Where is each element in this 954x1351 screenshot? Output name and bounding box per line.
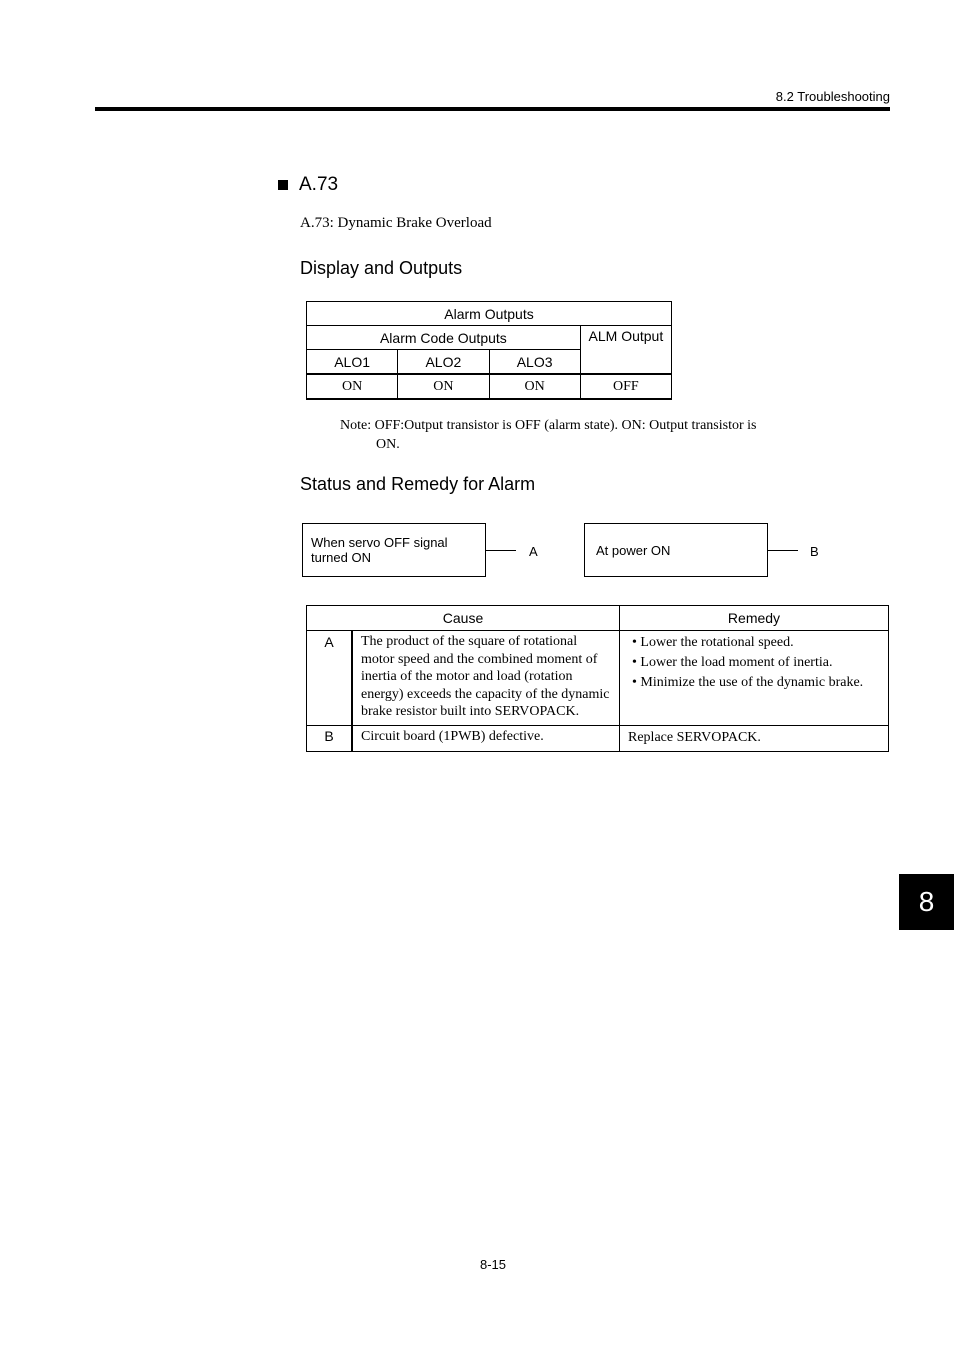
remedy-header: Remedy: [620, 606, 889, 631]
alarm-outputs-table: [306, 301, 672, 400]
connector-line-b: [768, 550, 798, 551]
alarm-heading-text: A.73: [299, 174, 339, 195]
running-header: 8.2 Troubleshooting: [775, 89, 890, 104]
cause-remedy-table: [306, 605, 889, 752]
header-rule: [95, 107, 890, 111]
remedy-cell: [620, 631, 889, 726]
alm-output-header: ALM Output: [580, 326, 671, 375]
note-label: Note:: [340, 418, 372, 433]
page-number: 8-15: [480, 1257, 507, 1272]
table-row: [307, 631, 889, 726]
status-box-power-on: [584, 523, 768, 577]
alo3-header: ALO3: [489, 350, 580, 375]
row-code: B: [307, 725, 353, 751]
display-outputs-heading: Display and Outputs: [300, 258, 463, 278]
row-code: A: [307, 631, 353, 726]
alarm-code-outputs-header: Alarm Code Outputs: [307, 326, 581, 350]
status-code-b: B: [810, 544, 819, 559]
connector-line-a: [486, 550, 516, 551]
alo3-value: ON: [489, 374, 580, 399]
remedy-list: [632, 633, 884, 693]
alarm-heading: [278, 174, 338, 196]
status-code-a: A: [529, 544, 538, 559]
alarm-outputs-header: Alarm Outputs: [307, 302, 672, 326]
output-note: [340, 416, 780, 454]
remedy-text: Replace SERVOPACK.: [620, 725, 889, 751]
list-item: • Minimize the use of the dynamic brake.: [632, 673, 884, 693]
chapter-tab: 8: [899, 874, 954, 930]
alo2-value: ON: [398, 374, 489, 399]
alo1-value: ON: [307, 374, 398, 399]
cause-text: Circuit board (1PWB) defective.: [352, 725, 620, 751]
table-row: [307, 725, 889, 751]
status-box-servo-off-text: When servo OFF signal turned ON: [311, 535, 448, 565]
list-item: • Lower the load moment of inertia.: [632, 653, 884, 673]
list-item: • Lower the rotational speed.: [632, 633, 884, 653]
cause-text: The product of the square of rotational motor speed and the combined moment of inertia of the motor and load (rotation energy) exceeds the capacity of the dynamic brake resistor built into SERVOPACK.: [352, 631, 620, 726]
square-bullet-icon: [278, 180, 288, 190]
alo1-header: ALO1: [307, 350, 398, 375]
alm-output-value: OFF: [580, 374, 671, 399]
cause-header: Cause: [307, 606, 620, 631]
alarm-description: A.73: Dynamic Brake Overload: [300, 215, 492, 231]
status-box-power-on-text: At power ON: [596, 542, 671, 558]
note-text: OFF:Output transistor is OFF (alarm state). ON: Output transistor is ON.: [374, 418, 757, 452]
alo2-header: ALO2: [398, 350, 489, 375]
status-box-servo-off: [302, 523, 486, 577]
status-remedy-heading: Status and Remedy for Alarm: [300, 474, 536, 494]
